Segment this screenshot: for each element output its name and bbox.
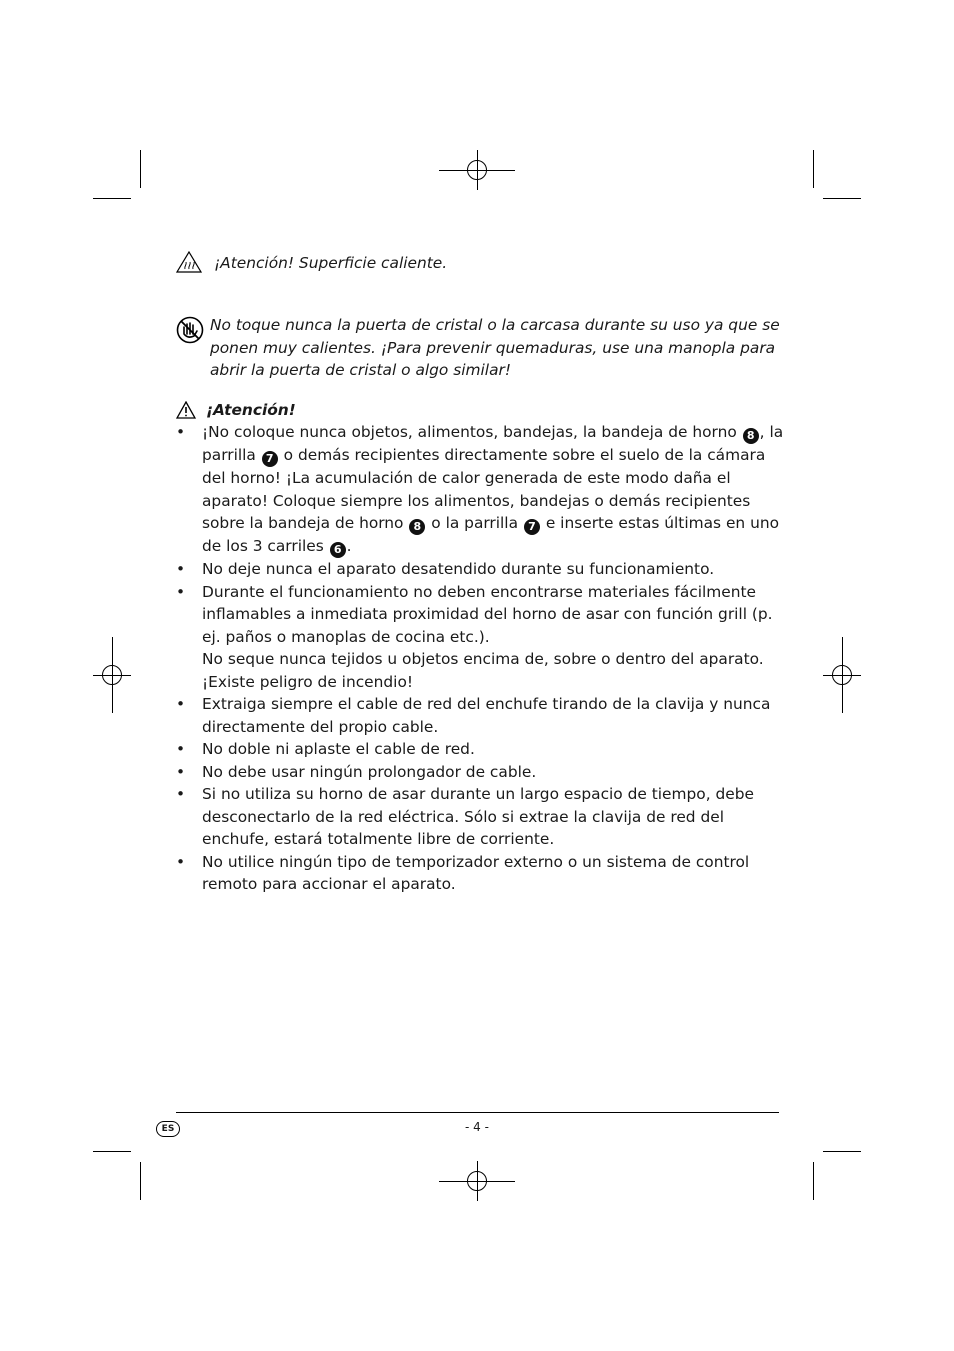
list-item: • No deje nunca el aparato desatendido durante su funcionamiento. <box>176 560 715 578</box>
footer-divider <box>176 1112 779 1113</box>
attention-list <box>176 421 786 896</box>
hot-surface-icon <box>176 251 202 277</box>
language-badge: ES <box>156 1121 180 1137</box>
hot-surface-notice: ¡Atención! Superficie caliente. <box>214 254 448 272</box>
page-number: - 4 - <box>465 1120 489 1134</box>
list-item: • Durante el funcionamiento no deben encontrarse materiales fácilmente inflamables a inmediata proximidad del horno de asar con función grill (p. ej. paños o manoplas de cocina etc.). No seque nunca tejidos u objetos encima de, sobre o dentro del aparato. ¡Existe peligro de incendio! <box>176 582 773 691</box>
part-number-badge: 6 <box>330 542 346 558</box>
no-touch-icon <box>176 316 204 348</box>
warning-icon <box>176 401 196 423</box>
list-item: • Extraiga siempre el cable de red del enchufe tirando de la clavija y nunca directamente del propio cable. <box>176 695 771 736</box>
part-number-badge: 8 <box>409 519 425 535</box>
attention-heading: ¡Atención! <box>206 401 296 419</box>
list-item: • No doble ni aplaste el cable de red. <box>176 740 475 758</box>
part-number-badge: 8 <box>743 428 759 444</box>
part-number-badge: 7 <box>262 451 278 467</box>
glass-door-notice: No toque nunca la puerta de cristal o la carcasa durante su uso ya que se ponen muy calientes. ¡Para prevenir quemaduras, use una manopla para abrir la puerta de cristal o algo similar! <box>210 316 780 379</box>
list-item: • Si no utiliza su horno de asar durante un largo espacio de tiempo, debe desconectarlo de la red eléctrica. Sólo si extrae la clavija de red del enchufe, estará totalmente libre de corriente. <box>176 785 754 848</box>
list-item: • ¡No coloque nunca objetos, alimentos, bandejas, la bandeja de horno 8 , la parrilla 7 o demás recipientes directamente sobre el suelo de la cámara del horno! ¡La acumulación de calor generada de este modo daña el aparato! Coloque siempre los alimentos, bandejas o demás recipientes sobre la bandeja de horno 8 o la parrilla 7 e inserte estas últimas en uno de los 3 carriles 6 . <box>176 423 784 556</box>
part-number-badge: 7 <box>524 519 540 535</box>
list-item: • No debe usar ningún prolongador de cable. <box>176 762 537 781</box>
list-item: • No utilice ningún tipo de temporizador externo o un sistema de control remoto para accionar el aparato. <box>176 852 750 893</box>
